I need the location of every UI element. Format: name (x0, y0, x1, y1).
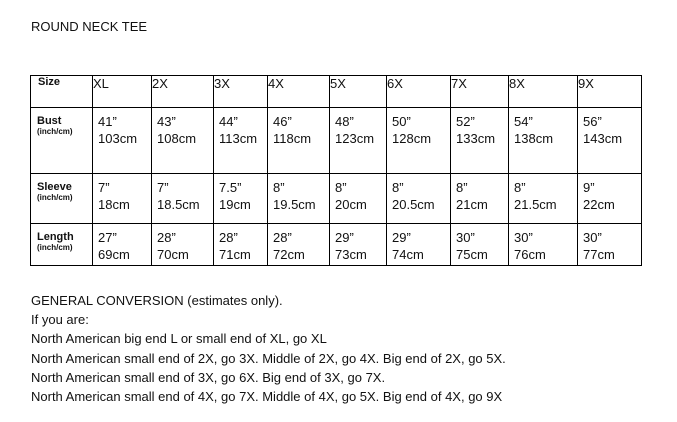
inch-value: 41” (98, 114, 117, 129)
inch-value: 7.5” (219, 180, 242, 195)
measurement-cell (214, 224, 268, 266)
cm-value: 22cm (583, 197, 615, 212)
cm-value: 75cm (456, 247, 488, 262)
inch-value: 28” (157, 230, 176, 245)
measurement-cell (451, 174, 509, 224)
measurement-cell (330, 108, 387, 174)
cm-value: 138cm (514, 131, 554, 146)
inch-value: 44” (219, 114, 238, 129)
inch-value: 52” (456, 114, 475, 129)
note-line: GENERAL CONVERSION (estimates only). (31, 293, 283, 308)
cm-value: 20.5cm (392, 197, 435, 212)
measurement-cell (268, 108, 330, 174)
measurement-cell (214, 108, 268, 174)
measurement-cell (268, 224, 330, 266)
note-line: North American small end of 3X, go 6X. Big end of 3X, go 7X. (31, 369, 386, 385)
cm-value: 143cm (583, 131, 623, 146)
measurement-row (31, 224, 642, 266)
measurement-cell (451, 108, 509, 174)
row-unit: (inch/cm) (37, 243, 73, 252)
measurement-cell (268, 174, 330, 224)
measurement-cell (93, 224, 152, 266)
cm-value: 70cm (157, 247, 189, 262)
measurement-row (31, 108, 642, 174)
measurement-cell (387, 224, 451, 266)
cm-value: 76cm (514, 247, 546, 262)
row-header (31, 108, 93, 174)
cm-value: 18cm (98, 197, 130, 212)
cm-value: 108cm (157, 131, 197, 146)
inch-value: 54” (514, 114, 533, 129)
inch-value: 8” (273, 180, 285, 195)
inch-value: 27” (98, 230, 117, 245)
inch-value: 28” (273, 230, 292, 245)
row-label: Bust (37, 115, 62, 127)
measurement-cell (152, 108, 214, 174)
cm-value: 77cm (583, 247, 615, 262)
measurement-cell (214, 174, 268, 224)
inch-value: 30” (583, 230, 602, 245)
cm-value: 123cm (335, 131, 375, 146)
measurement-cell (509, 108, 578, 174)
inch-value: 29” (392, 230, 411, 245)
cm-value: 20cm (335, 197, 367, 212)
measurement-cell (93, 174, 152, 224)
row-unit: (inch/cm) (37, 193, 73, 202)
cm-value: 71cm (219, 247, 251, 262)
inch-value: 8” (392, 180, 404, 195)
note-line: North American small end of 4X, go 7X. Middle of 4X, go 5X. Big end of 4X, go 9X (31, 389, 503, 405)
inch-value: 50” (392, 114, 411, 129)
note-line: If you are: (31, 312, 89, 328)
row-header (31, 174, 93, 224)
row-label: Length (37, 231, 74, 243)
size-chart-table (30, 75, 642, 266)
row-label: Sleeve (37, 181, 72, 193)
inch-value: 29” (335, 230, 354, 245)
inch-value: 43” (157, 114, 176, 129)
inch-value: 56” (583, 114, 602, 129)
measurement-cell (330, 224, 387, 266)
size-header-cell: 8X (509, 76, 578, 108)
measurement-cell (330, 174, 387, 224)
inch-value: 8” (514, 180, 526, 195)
measurement-cell (387, 108, 451, 174)
inch-value: 30” (456, 230, 475, 245)
size-header-row (31, 76, 642, 108)
size-header-cell: 2X (152, 76, 214, 108)
size-header-cell: 7X (451, 76, 509, 108)
inch-value: 7” (98, 180, 110, 195)
size-header-cell: 3X (214, 76, 268, 108)
note-line: North American small end of 2X, go 3X. Middle of 2X, go 4X. Big end of 2X, go 5X. (31, 350, 506, 366)
inch-value: 48” (335, 114, 354, 129)
row-header (31, 224, 93, 266)
measurement-row (31, 174, 642, 224)
conversion-notes (31, 291, 506, 406)
inch-value: 8” (335, 180, 347, 195)
note-line: North American big end L or small end of XL, go XL (31, 331, 327, 347)
cm-value: 69cm (98, 247, 130, 262)
inch-value: 8” (456, 180, 468, 195)
cm-value: 72cm (273, 247, 305, 262)
size-header-cell: 5X (330, 76, 387, 108)
inch-value: 46” (273, 114, 292, 129)
cm-value: 118cm (273, 131, 312, 146)
cm-value: 128cm (392, 131, 432, 146)
inch-value: 30” (514, 230, 533, 245)
row-unit: (inch/cm) (37, 127, 73, 136)
cm-value: 21cm (456, 197, 488, 212)
size-column-label: Size (31, 76, 93, 108)
measurement-cell (451, 224, 509, 266)
cm-value: 133cm (456, 131, 496, 146)
cm-value: 103cm (98, 131, 138, 146)
measurement-cell (578, 174, 642, 224)
measurement-cell (93, 108, 152, 174)
measurement-cell (152, 224, 214, 266)
size-header-cell: 9X (578, 76, 642, 108)
cm-value: 74cm (392, 247, 424, 262)
cm-value: 19.5cm (273, 197, 316, 212)
measurement-cell (387, 174, 451, 224)
measurement-cell (578, 224, 642, 266)
cm-value: 113cm (219, 131, 258, 146)
measurement-cell (152, 174, 214, 224)
inch-value: 28” (219, 230, 238, 245)
cm-value: 73cm (335, 247, 367, 262)
size-header-cell: 4X (268, 76, 330, 108)
cm-value: 18.5cm (157, 197, 200, 212)
measurement-cell (578, 108, 642, 174)
cm-value: 19cm (219, 197, 251, 212)
inch-value: 9” (583, 180, 595, 195)
page-title: ROUND NECK TEE (31, 19, 148, 34)
size-header-cell: 6X (387, 76, 451, 108)
size-header-cell: XL (93, 76, 152, 108)
inch-value: 7” (157, 180, 169, 195)
measurement-cell (509, 224, 578, 266)
cm-value: 21.5cm (514, 197, 557, 212)
measurement-cell (509, 174, 578, 224)
